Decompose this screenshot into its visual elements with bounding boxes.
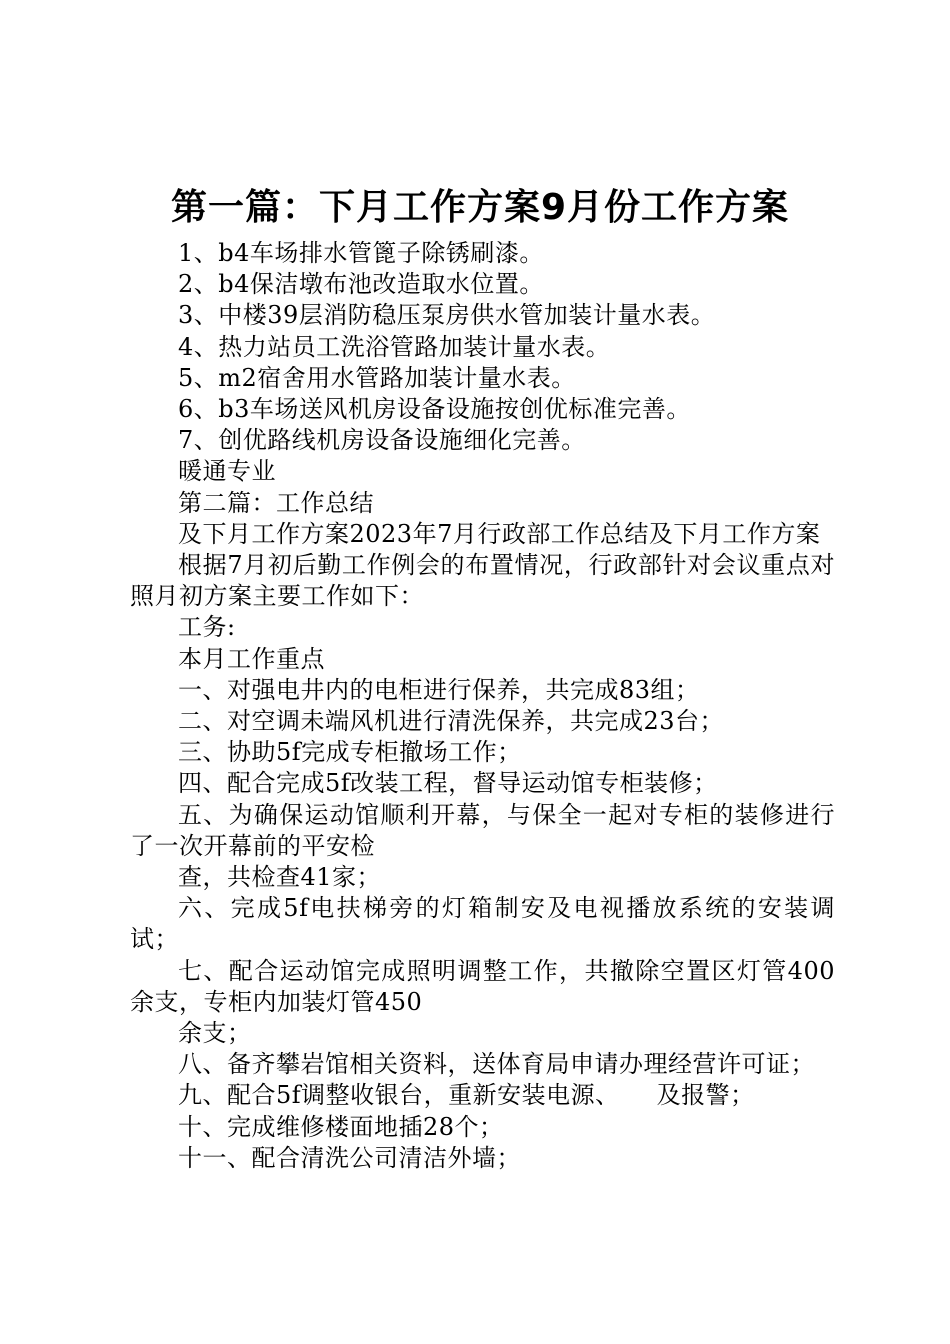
paragraph: 2、b4保洁墩布池改造取水位置。 (178, 270, 544, 299)
paragraph: 根据7月初后勤工作例会的布置情况，行政部针对会议重点对照月初方案主要工作如下： (130, 551, 835, 611)
paragraph: 6、b3车场送风机房设备设施按创优标准完善。 (178, 395, 691, 424)
paragraph: 5、m2宿舍用水管路加装计量水表。 (178, 363, 576, 392)
section-heading: 第二篇：工作总结 (178, 488, 374, 517)
paragraph: 十一、配合清洗公司清洁外墙； (178, 1143, 521, 1172)
paragraph: 一、对强电井内的电柜进行保养，共完成83组； (178, 675, 700, 704)
paragraph: 二、对空调未端风机进行清洗保养，共完成23台； (178, 707, 725, 736)
paragraph: 九、配合5f调整收银台，重新安装电源、 及报警； (178, 1081, 755, 1110)
section-heading: 工务: (178, 613, 236, 642)
paragraph: 七、配合运动馆完成照明调整工作，共撤除空置区灯管400余支，专柜内加装灯管450 (130, 956, 835, 1016)
section-heading: 暖通专业 (178, 457, 276, 486)
paragraph: 五、为确保运动馆顺利开幕，与保全一起对专柜的装修进行了一次开幕前的平安检 (130, 800, 835, 860)
section-heading: 本月工作重点 (178, 644, 325, 673)
paragraph: 余支； (178, 1019, 252, 1048)
paragraph: 及下月工作方案2023年7月行政部工作总结及下月工作方案 (178, 519, 821, 548)
paragraph: 三、协助5f完成专柜撤场工作； (178, 738, 522, 767)
paragraph: 十、完成维修楼面地插28个； (178, 1112, 504, 1141)
paragraph: 查，共检查41家； (178, 863, 382, 892)
paragraph: 7、创优路线机房设备设施细化完善。 (178, 426, 586, 455)
paragraph: 六、完成5f电扶梯旁的灯箱制安及电视播放系统的安装调试； (130, 894, 835, 954)
paragraph: 3、中楼39层消防稳压泵房供水管加装计量水表。 (178, 301, 716, 330)
document-title: 第一篇：下月工作方案9月份工作方案 (170, 187, 790, 228)
paragraph: 八、备齐攀岩馆相关资料，送体育局申请办理经营许可证； (178, 1050, 815, 1079)
paragraph: 四、配合完成5f改装工程，督导运动馆专柜装修； (178, 769, 718, 798)
document-body (130, 238, 835, 1174)
paragraph: 1、b4车场排水管篦子除锈刷漆。 (178, 239, 544, 267)
paragraph: 4、热力站员工洗浴管路加装计量水表。 (178, 332, 611, 361)
